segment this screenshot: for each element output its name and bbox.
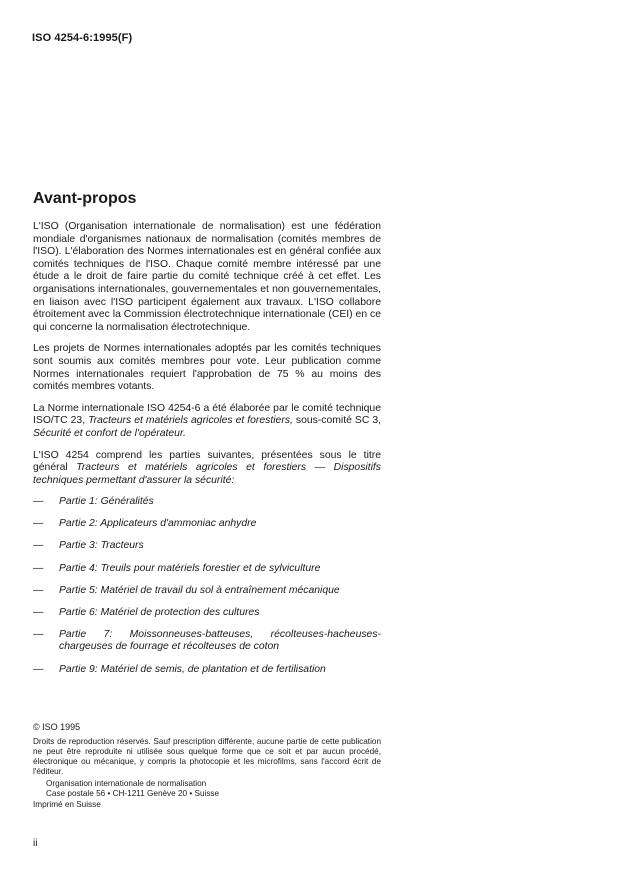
list-item [33,585,381,598]
list-item [33,607,381,620]
list-dash: — [33,518,44,530]
part-title: Partie 6: Matériel de protection des cultures [59,606,260,618]
committee-name: Tracteurs et matériels agricoles et forestiers, [88,415,293,427]
foreword-body [33,221,381,686]
part-title: Partie 3: Tracteurs [59,540,144,552]
list-dash: — [33,562,44,574]
list-item [33,664,381,677]
part-title: Partie 2: Applicateurs d'ammoniac anhydre [59,518,257,530]
part-title: Partie 5: Matériel de travail du sol à entraînement mécanique [59,584,340,596]
parts-intro-text: L'ISO 4254 comprend les parties suivantes, présentées sous le titre général [33,449,381,474]
part-title: Partie 9: Matériel de semis, de plantation et de fertilisation [59,663,326,675]
printed-in: Imprimé en Suisse [33,800,101,809]
list-dash: — [33,496,44,508]
list-dash: — [33,628,44,640]
parts-list [33,496,381,676]
postal-address: Case postale 56 • CH-1211 Genève 20 • Suisse [46,789,220,798]
committee-text-2: sous-comité SC 3, [292,415,382,427]
general-title: Tracteurs et matériels agricoles et forestiers — Dispositifs techniques permettant d'assurer la sécurité: [33,462,381,486]
section-title: Avant-propos [33,190,137,207]
list-dash: — [33,606,44,618]
paragraph-committee [33,403,381,441]
list-dash: — [33,540,44,552]
part-title: Partie 4: Treuils pour matériels forestier et de sylviculture [59,562,321,574]
list-dash: — [33,663,44,675]
list-item [33,518,381,531]
list-item [33,629,381,654]
paragraph-iso-intro: L'ISO (Organisation internationale de normalisation) est une fédération mondiale d'organismes nationaux de normalisation (comités membres de l'ISO). L'élaboration des Normes internationales est en général confiée aux comités techniques de l'ISO. Chaque comité membre intéressé par une étude a le droit de faire partie du comité technique créé à cet effet. Les organisations internationales, gouvernementales et non gouvernementales, en liaison avec l'ISO participent également aux travaux. L'ISO collabore étroitement avec la Commission électrotechnique internationale (CEI) en ce qui concerne la normalisation électrotechnique. [33,221,381,333]
document-id: ISO 4254-6:1995(F) [32,32,133,44]
paragraph-parts-intro [33,450,381,488]
rights-statement: Droits de reproduction réservés. Sauf prescription différente, aucune partie de cette publication ne peut être reproduite ni utilisée sous quelque forme que ce soit et par aucun procédé, électronique ou mécanique, y compris la photocopie et les microfilms, sans l'accord écrit de l'éditeur. [33,737,381,776]
subcommittee-name: Sécurité et confort de l'opérateur. [33,427,186,439]
page-number: ii [33,838,38,849]
committee-text-1: La Norme internationale ISO 4254-6 a été élaborée par le comité technique ISO/TC 23, [33,402,381,427]
part-title: Partie 1: Généralités [59,496,154,508]
copyright-notice: © ISO 1995 [33,722,81,732]
organisation-name: Organisation internationale de normalisation [46,779,207,788]
list-item [33,540,381,553]
part-title: Partie 7: Moissonneuses-batteuses, récolteuses-hacheuses-chargeuses de fourrage et récolteuses de coton [59,628,381,653]
list-dash: — [33,584,44,596]
copyright-block [33,722,381,810]
list-item [33,496,381,509]
paragraph-voting: Les projets de Normes internationales adoptés par les comités techniques sont soumis aux comités membres pour vote. Leur publication comme Normes internationales requiert l'approbation de 75 % au moins des comités membres votants. [33,343,381,393]
list-item [33,563,381,576]
